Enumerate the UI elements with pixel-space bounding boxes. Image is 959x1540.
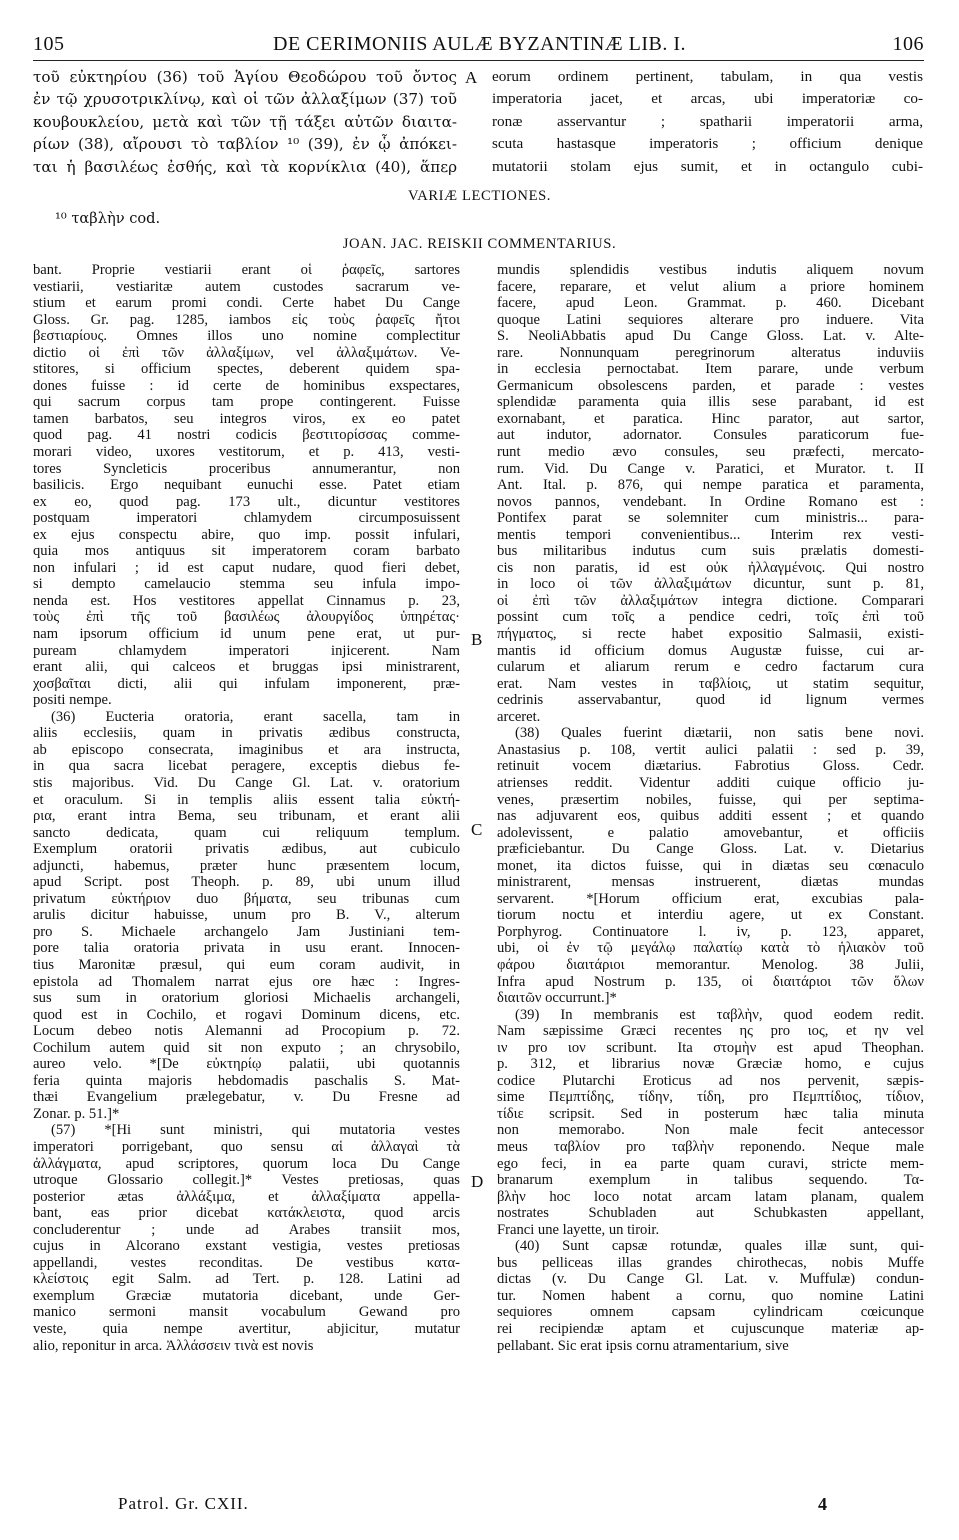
latin-translation-column — [492, 66, 923, 178]
text-line: bus pelliceas illas grandes chirothecas, nobis Muffe — [497, 1254, 924, 1271]
text-line: οἱ ἐπὶ τῶν ἀλλαξιμάτων integra dictione. Comparari — [497, 592, 924, 609]
text-line: non memorabo. Non male fecit antecessor — [497, 1122, 924, 1139]
text-line: βλὴν hoc loco notat arcam latam planam, qualem — [497, 1188, 924, 1205]
text-line: facere, reparare, et velut alium a priore hominem — [497, 278, 924, 295]
text-line: τοὺς ἐπὶ τῆς τοῦ βασιλέως ἀλουργίδος ὑπηρέτας· — [33, 609, 460, 626]
text-line: retinuit vocem diætarius. Fabrotius Gloss. Cedr. — [497, 758, 924, 775]
text-line: χοσβαῖται dicti, alii qui infulam imponerent, præ- — [33, 675, 460, 692]
running-header — [0, 33, 959, 59]
text-line: Germanicum obsolescens parden, et parade : vestes — [497, 377, 924, 394]
text-line: διαιτῶν occurrunt.]* — [497, 990, 617, 1007]
text-line: si dempto camelaucio stemma seu infula impo- — [33, 576, 460, 593]
text-line: πήγματος, si recte habet expositio Salmasii, existi- — [497, 626, 924, 643]
text-line: Anastasius p. 108, vertit aulici palatii : sed p. 39, — [497, 741, 924, 758]
text-line: κλείστοις egit Salm. ad Tert. p. 128. Latini ad — [33, 1271, 460, 1288]
text-line: Exemplum oratorii privatis ædibus, aut cubiculo — [33, 841, 460, 858]
text-line: (40) Sunt capsæ rotundæ, quales illæ sunt, qui- — [515, 1238, 924, 1255]
text-line: S. NeoliAbbatis apud Du Cange Gloss. Lat. v. Alte- — [497, 328, 924, 345]
text-line: quoque Latini sequiores alterare pro induere. Vita — [497, 311, 924, 328]
text-line: pellabant. Sic erat ipsis cornu atramentarium, sive — [497, 1337, 789, 1354]
text-line: atrienses reddit. Videntur additi cuique officio ju- — [497, 774, 924, 791]
text-line: sequiores omnem capsam cylindricam cœicunque — [497, 1304, 924, 1321]
text-line: (38) Quales fuerint diætarii, non satis bene novi. — [515, 725, 924, 742]
text-line: tur. Nomen habent a cornu, quo nomine Latini — [497, 1287, 924, 1304]
text-line: ex ejus conspectu abire, quo imp. possit infulari, — [33, 526, 460, 543]
text-line: venes, præsertim nobiles, fuisse, qui per septima- — [497, 791, 924, 808]
text-line: in qua sacra licebat peragere, exceptis diebus fe- — [33, 758, 460, 775]
text-line: mutatorii stolam ejus sumit, et in octangulo cubi- — [492, 157, 923, 175]
text-line: aliis ecclesiis, quam in privatis ædibus constructa, — [33, 725, 460, 742]
text-line: pro S. Michaele archangelo Jam Justiniani tem- — [33, 923, 460, 940]
text-line: ἐν τῷ χρυσοτρικλίνῳ, καὶ οἱ τῶν ἀλλαξίμων (37) τοῦ — [33, 90, 457, 109]
text-line: puream chlamydem imperatori injicerent. Nam — [33, 642, 460, 659]
text-line: (57) *[Hi sunt ministri, qui mutatoria vestes — [51, 1122, 460, 1139]
text-line: ronæ asservantur ; spatharii imperatorii arma, — [492, 112, 923, 130]
text-line: aureo velo. *[De εὐκτηρίῳ palatii, ubi quotannis — [33, 1056, 460, 1073]
text-line: splendidæ paramenta quia illis sese parabant, id est — [497, 394, 924, 411]
text-line: erant alii, qui calceos et bruggas ipsi ministrarent, — [33, 659, 460, 676]
text-line: Cochilum autem quid sit non exputo ; an chrysobilo, — [33, 1039, 460, 1056]
page-number-left: 105 — [33, 33, 65, 55]
text-line: adjuncti, habemus, præter hunc præsentem locum, — [33, 857, 460, 874]
greek-text-column — [33, 66, 457, 178]
text-line: nas adjuvarent eos, quibus additi essent ; et quando — [497, 808, 924, 825]
text-line: ιν pro ιον scribunt. Ita στομὴν est apud Theophan. — [497, 1039, 924, 1056]
text-line: mantis id officium domus Augustæ fuisse, cui ar- — [497, 642, 924, 659]
text-line: mundis splendidis vestibus indutis aliquem novum — [497, 262, 924, 278]
text-line: ubi, οἱ ἐν τῷ μεγάλῳ παλατίῳ κατὰ τὸ ἡλιακὸν τοῦ — [497, 940, 924, 957]
text-line: privatum εὐκτήριον duo βήματα, seu tribunas cum — [33, 890, 460, 907]
text-line: Locum debeo notis Alemanni ad Procopium p. 72. — [33, 1023, 460, 1040]
text-line: ab episcopo consecrata, imaginibus et ara instructa, — [33, 741, 460, 758]
text-line: appellandi, vestes reconditas. De vestibus κατα- — [33, 1254, 460, 1271]
text-line: arulis dicitur habuisse, unum pro B. V., alterum — [33, 907, 460, 924]
text-line: ρίων (38), αἴρουσι τὸ ταβλίον ¹⁰ (39), ἐν ᾧ ἀπόκει- — [33, 135, 457, 154]
text-line: feria quinta majoris hebdomadis paschalis S. Mat- — [33, 1072, 460, 1089]
text-line: Infra apud Nostrum p. 135, οἱ διαιτάριοι τῶν ὅλων — [497, 973, 924, 990]
text-line: branarum exemplum in talibus sequendo. Τα- — [497, 1172, 924, 1189]
text-line: posterior ætas ἀλλάξιμα, et ἀλλαξίματα appella- — [33, 1188, 460, 1205]
text-line: possint cum τοῖς a pendice cedri, τοῖς ἐπὶ τοῦ — [497, 609, 924, 626]
text-line: κουβουκλείου, μετὰ καὶ τῶν τῇ τάξει αὐτῶν διαιτα- — [33, 112, 457, 131]
text-line: exemplum Græciæ mutatoria dicebant, unde Ger- — [33, 1287, 460, 1304]
text-line: rum. Vid. Du Cange v. Paratici, et Murator. t. II — [497, 460, 924, 477]
text-line: ται ἡ βασιλέως ἐσθής, καὶ τὰ κορνίκλια (40), ἅπερ — [33, 157, 457, 176]
variant-footnote: ¹⁰ ταβλὴν cod. — [55, 210, 161, 227]
text-line: dones fuisse : id certe de hominibus exspectares, — [33, 377, 460, 394]
text-line: bus militaribus indutus cum suis prælatis domesti- — [497, 543, 924, 560]
margin-marker-a: A — [465, 68, 478, 87]
text-line: in ecclesia pernoctabat. Item parare, unde verbum — [497, 361, 924, 378]
margin-marker-d: D — [471, 1172, 484, 1191]
text-line: epistola ad Thomalem narrat ejus ore hæc : Ingres- — [33, 973, 460, 990]
text-line: φάρου διαιτάριοι memorantur. Menolog. 38 Julii, — [497, 956, 924, 973]
text-line: et oraculum. Si in templis aliis essent talia εὐκτή- — [33, 791, 460, 808]
text-line: meus ταβλίον pro ταβλὴν reponendo. Neque male — [497, 1138, 924, 1155]
text-line: (39) In membranis est ταβλὴν, quod eodem redit. — [515, 1006, 924, 1023]
text-line: postquam imperatori chlamydem circumposuissent — [33, 510, 460, 527]
text-line: pore talia oratoria privata in usu erant. Innocen- — [33, 940, 460, 957]
running-title: DE CERIMONIIS AULÆ BYZANTINÆ LIB. I. — [273, 33, 686, 55]
text-line: sancto dedicata, quam cui reliquum templum. — [33, 824, 460, 841]
text-line: thæi Evangelium prælegebatur, v. Du Fresne ad — [33, 1089, 460, 1106]
footer-signature: 4 — [818, 1494, 827, 1514]
margin-marker-b: B — [471, 630, 483, 649]
text-line: Porphyrog. Continuatore l. iv, p. 123, apparet, — [497, 923, 924, 940]
text-line: stitores, si officium spectes, deberent quidem spa- — [33, 361, 460, 378]
text-line: adolevissent, e palatio amovebantur, et officiis — [497, 824, 924, 841]
text-line: imperatoria jacet, et arcas, ubi imperatoriæ co- — [492, 90, 923, 108]
text-line: quia mos antiquus sit imperatorem coram barbato — [33, 543, 460, 560]
text-line: nenda est. Hos vestitores appellat Cinnamus p. 23, — [33, 592, 460, 609]
text-line: vestiarii, vestiaritæ autem custodes sacrarum ve- — [33, 278, 460, 295]
text-line: arceret. — [497, 708, 541, 725]
text-line: Nam sæpissime Græci recentes ης pro ιος, et ην vel — [497, 1023, 924, 1040]
text-line: τοῦ εὐκτηρίου (36) τοῦ Ἁγίου Θεοδώρου τοῦ ὄντος — [33, 68, 457, 86]
text-line: βεστιαρίους. Omnes illos uno nomine complectitur — [33, 328, 460, 345]
text-line: imperatori porrigebant, quo sensu αἱ ἀλλαγαὶ τὰ — [33, 1138, 460, 1155]
text-line: bant. Proprie vestiarii erant οἱ ῥαφεῖς, sartores — [33, 262, 460, 278]
header-rule — [33, 60, 924, 61]
page-number-right: 106 — [892, 33, 924, 55]
text-line: dictas (v. Du Cange Gl. Lat. v. Muffulæ) condun- — [497, 1271, 924, 1288]
text-line: ρια, erant intra Bema, seu tribunam, et erant alii — [33, 808, 460, 825]
text-line: Franci une layette, un tiroir. — [497, 1221, 660, 1238]
text-line: monet, ita dictos fuisse, qui in diætas seu cœnaculo — [497, 857, 924, 874]
text-line: Gloss. Gr. pag. 1285, iambos εἰς τοὺς ῥαφεῖς ἤτοι — [33, 311, 460, 328]
text-line: rei recipiendæ aptam et cujuscunque materiæ ap- — [497, 1321, 924, 1337]
text-line: quod est in Cochilo, et rogavi Dominum dicens, etc. — [33, 1006, 460, 1023]
text-line: alio, reponitur in arca. Ἀλλάσσειν τινὰ est novis — [33, 1337, 314, 1354]
text-line: facere, apud Leon. Grammat. p. 460. Dicebant — [497, 295, 924, 312]
text-line: morari video, uxores vestitorum, et p. 413, vesti- — [33, 444, 460, 461]
text-line: Ant. Ital. p. 876, qui nempe paratica et paramenta, — [497, 477, 924, 494]
text-line: stium et earum promi condi. Certe habet Du Cange — [33, 295, 460, 312]
text-line: (36) Eucteria oratoria, erant sacella, tam in — [51, 708, 460, 725]
text-line: sus sum in oratorium gloriosi Michaelis archangeli, — [33, 990, 460, 1007]
text-line: Zonar. p. 51.]* — [33, 1105, 120, 1122]
text-line: novos pannos, vendebant. In Ordine Romano est : — [497, 493, 924, 510]
text-line: in loco οἱ τῶν ἀλλαξιμάτων dicuntur, sunt p. 81, — [497, 576, 924, 593]
text-line: mentis tempori convenientibus... Interim rex vesti- — [497, 526, 924, 543]
text-line: nostrates Schubladen aut Schubkasten appellant, — [497, 1205, 924, 1222]
text-line: p. 312, et librarius novæ Græciæ homo, e cujus — [497, 1056, 924, 1073]
commentary-left-column — [33, 262, 460, 1354]
text-line: dictio οἱ ἐπὶ τῶν ἀλλαξίμων, vel ἀλλαξιμάτων. Ve- — [33, 344, 460, 361]
text-line: exornabant, et paratica. Hinc parator, aut sartor, — [497, 410, 924, 427]
commentary-heading: JOAN. JAC. REISKII COMMENTARIUS. — [342, 236, 617, 252]
commentary-right-column — [497, 262, 924, 1354]
text-line: positi nempe. — [33, 692, 112, 709]
text-line: ministrarent, mensas instruerent, diætas mundas — [497, 874, 924, 891]
text-line: cis non paratis, id est οὐκ ἠλλαγμένοις. Qui nostro — [497, 559, 924, 576]
text-line: ego feci, in ea parte quam curavi, stricte mem- — [497, 1155, 924, 1172]
variae-lectiones-heading: VARIÆ LECTIONES. — [407, 188, 552, 204]
text-line: tamen barbatos, seu integros viros, ex eo patet — [33, 410, 460, 427]
text-line: erat. Nam vestes in ταβλίοις, ut statim sequitur, — [497, 675, 924, 692]
text-line: cedrinis asservabantur, quod id lignum vermes — [497, 692, 924, 709]
text-line: apud Script. post Theoph. p. 89, ubi unum illud — [33, 874, 460, 891]
text-line: runt medio ævo consules, seu præfecti, mercato- — [497, 444, 924, 461]
text-line: tores Syncleticis proceribus annumerantur, non — [33, 460, 460, 477]
text-line: rare. Nonnunquam peregrinorum alteratus induviis — [497, 344, 924, 361]
text-line: concluderentur ; unde ad Arabes transiit mos, — [33, 1221, 460, 1238]
text-line: aut indutor, adornator. Consules paraticorum fue- — [497, 427, 924, 444]
text-line: tiorum noctu et interdiu agere, ut ex Constant. — [497, 907, 924, 924]
text-line: tius Maronitæ præsul, qui eum coram audivit, in — [33, 956, 460, 973]
text-line: bant, eas prior dicebat κατάκλειστα, quod arcis — [33, 1205, 460, 1222]
text-line: utroque Glossario collegit.]* Vestes pretiosas, quas — [33, 1172, 460, 1189]
text-line: τίδιε scripsit. Sed in posterum hæc talia minuta — [497, 1105, 924, 1122]
text-line: nam ipsorum officium id unum pene erat, ut pur- — [33, 626, 460, 643]
text-line: cularum et aliarum rerum e cedro factarum cura — [497, 659, 924, 676]
text-line: stis majoribus. Vid. Du Cange Gl. Lat. v. oratorium — [33, 774, 460, 791]
text-line: scuta hastasque imperatoris ; officium denique — [492, 135, 923, 153]
text-line: sime Πεμπτίδης, τίδην, τίδη, pro Πεμπτίδιος, τίδιον, — [497, 1089, 924, 1106]
text-line: codice Plutarchi Eroticus ad nos pervenit, sæpis- — [497, 1072, 924, 1089]
text-line: Pontifex parat se solemniter cum ministris... para- — [497, 510, 924, 527]
text-line: servarent. *[Horum officium erat, excubias pala- — [497, 890, 924, 907]
text-line: ex eo, quod pag. 173 ult., dicuntur vestitores — [33, 493, 460, 510]
margin-marker-c: C — [471, 820, 483, 839]
text-line: præficiebantur. Du Cange Gloss. Lat. v. Dietarius — [497, 841, 924, 858]
text-line: cujus in Alcorano exstant vestigia, vestes pretiosas — [33, 1238, 460, 1255]
text-line: non infulari ; id est caput nudare, quod fieri debet, — [33, 559, 460, 576]
footer-series: Patrol. Gr. CXII. — [118, 1494, 249, 1513]
text-line: manico sermoni mansit vocabulum Gewand pro — [33, 1304, 460, 1321]
text-line: qui sacrum corpus tam prope contingerent. Fuisse — [33, 394, 460, 411]
text-line: veste, quia nempe avertitur, abjicitur, mutatur — [33, 1321, 460, 1337]
text-line: quod pag. 41 nostri codicis βεστιτορίσσας comme- — [33, 427, 460, 444]
text-line: ἀλλάγματα, apud scriptores, quorum loca Du Cange — [33, 1155, 460, 1172]
text-line: basilicis. Ergo nequibant eunuchi esse. Patet etiam — [33, 477, 460, 494]
text-line: eorum ordinem pertinent, tabulam, in qua vestis — [492, 68, 923, 85]
